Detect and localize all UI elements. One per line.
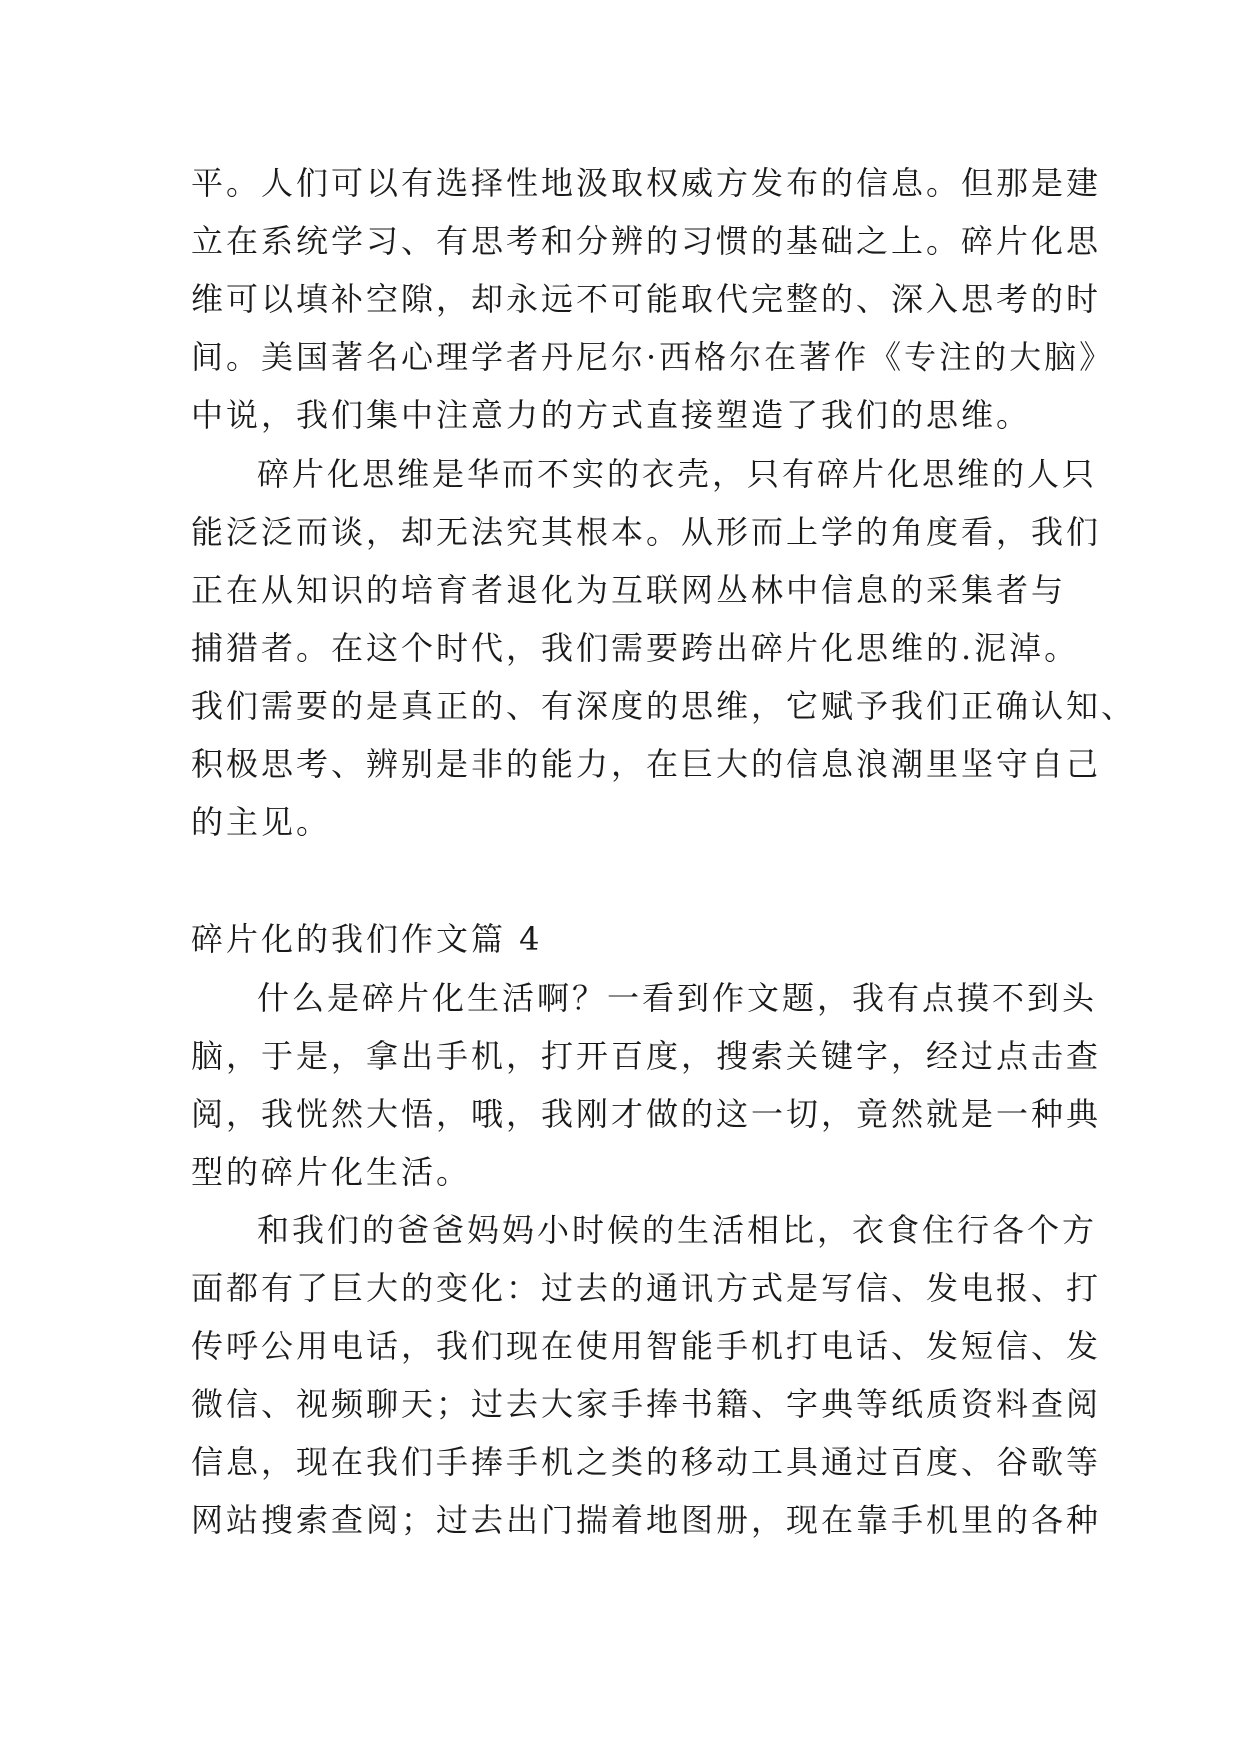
paragraph-4-line: 和我们的爸爸妈妈小时候的生活相比，衣食住行各个方	[257, 1211, 1098, 1249]
section-heading-text: 碎片化的我们作文篇 4	[191, 920, 543, 958]
paragraph-2	[191, 445, 1137, 851]
paragraph-3-line: 阅，我恍然大悟，哦，我刚才做的这一切，竟然就是一种典	[191, 1095, 1102, 1133]
paragraph-1-line: 间。美国著名心理学者丹尼尔·西格尔在著作《专注的大脑》	[191, 338, 1115, 376]
paragraph-4	[191, 1201, 1102, 1549]
paragraph-2-line: 的主见。	[191, 803, 332, 841]
paragraph-4-line: 信息，现在我们手捧手机之类的移动工具通过百度、谷歌等	[191, 1443, 1102, 1481]
paragraph-3-line: 什么是碎片化生活啊？一看到作文题，我有点摸不到头	[257, 979, 1098, 1017]
paragraph-1-line: 维可以填补空隙，却永远不可能取代完整的、深入思考的时	[191, 280, 1102, 318]
paragraph-4-line: 微信、视频聊天；过去大家手捧书籍、字典等纸质资料查阅	[191, 1385, 1102, 1423]
paragraph-4-line: 面都有了巨大的变化：过去的通讯方式是写信、发电报、打	[191, 1269, 1102, 1307]
paragraph-3-line: 脑，于是，拿出手机，打开百度，搜索关键字，经过点击查	[191, 1037, 1102, 1075]
paragraph-2-line: 捕猎者。在这个时代，我们需要跨出碎片化思维的.泥淖。	[191, 629, 1080, 667]
paragraph-1-line: 中说，我们集中注意力的方式直接塑造了我们的思维。	[191, 396, 1032, 434]
paragraph-2-line: 能泛泛而谈，却无法究其根本。从形而上学的角度看，我们	[191, 513, 1102, 551]
paragraph-3	[191, 969, 1102, 1201]
paragraph-2-line: 我们需要的是真正的、有深度的思维，它赋予我们正确认知、	[191, 687, 1137, 725]
paragraph-4-line: 网站搜索查阅；过去出门揣着地图册，现在靠手机里的各种	[191, 1501, 1102, 1539]
paragraph-1	[191, 154, 1115, 444]
section-heading	[191, 910, 1051, 968]
paragraph-1-line: 立在系统学习、有思考和分辨的习惯的基础之上。碎片化思	[191, 222, 1102, 260]
paragraph-2-line: 积极思考、辨别是非的能力，在巨大的信息浪潮里坚守自己	[191, 745, 1102, 783]
paragraph-1-line: 平。人们可以有选择性地汲取权威方发布的信息。但那是建	[191, 164, 1102, 202]
paragraph-2-line: 碎片化思维是华而不实的衣壳，只有碎片化思维的人只	[257, 455, 1098, 493]
paragraph-3-line: 型的碎片化生活。	[191, 1153, 472, 1191]
paragraph-4-line: 传呼公用电话，我们现在使用智能手机打电话、发短信、发	[191, 1327, 1102, 1365]
paragraph-2-line: 正在从知识的培育者退化为互联网丛林中信息的采集者与	[191, 571, 1067, 609]
